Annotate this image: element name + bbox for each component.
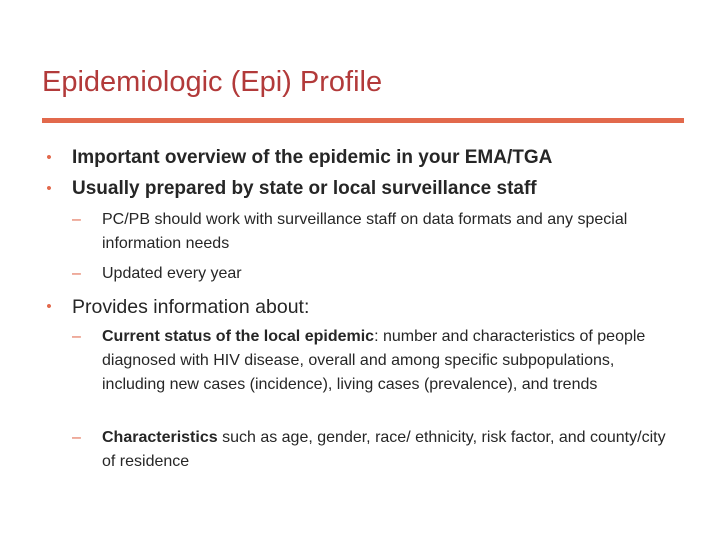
sub-bullet-item xyxy=(72,208,672,256)
sub-bullet-text: Updated every year xyxy=(102,265,242,282)
bullet-marker: • xyxy=(46,149,52,166)
sub-bullet-text: PC/PB should work with surveillance staff on data formats and any special information needs xyxy=(102,211,628,252)
sub-bullet-body: : number and characteristics of people diagnosed with HIV disease, overall and among specific subpopulations, including new cases (incidence), living cases (prevalence), and trends xyxy=(102,328,646,393)
sub-bullet-item xyxy=(72,262,672,286)
sub-bullet-heading: Characteristics xyxy=(102,429,218,446)
dash-marker: – xyxy=(72,328,81,345)
sub-bullet-text xyxy=(102,426,672,474)
bullet-text: Usually prepared by state or local surveillance staff xyxy=(72,178,537,199)
sub-bullet-heading: Current status of the local epidemic xyxy=(102,328,375,345)
sub-bullet-text xyxy=(102,325,672,397)
sub-bullet-body: such as age, gender, race/ ethnicity, risk factor, and county/city of residence xyxy=(102,429,666,470)
bullet-item xyxy=(26,175,537,203)
dash-marker: – xyxy=(72,429,81,446)
bullet-item xyxy=(26,293,309,321)
bullet-item xyxy=(26,144,552,172)
dash-marker: – xyxy=(72,265,81,282)
bullet-marker: • xyxy=(46,298,52,315)
sub-bullet-item xyxy=(72,426,672,474)
bullet-marker: • xyxy=(46,180,52,197)
bullet-text: Important overview of the epidemic in your EMA/TGA xyxy=(72,147,553,168)
bullet-text: Provides information about: xyxy=(72,296,310,318)
dash-marker: – xyxy=(72,211,81,228)
slide-title: Epidemiologic (Epi) Profile xyxy=(42,66,383,98)
sub-bullet-item xyxy=(72,325,672,397)
